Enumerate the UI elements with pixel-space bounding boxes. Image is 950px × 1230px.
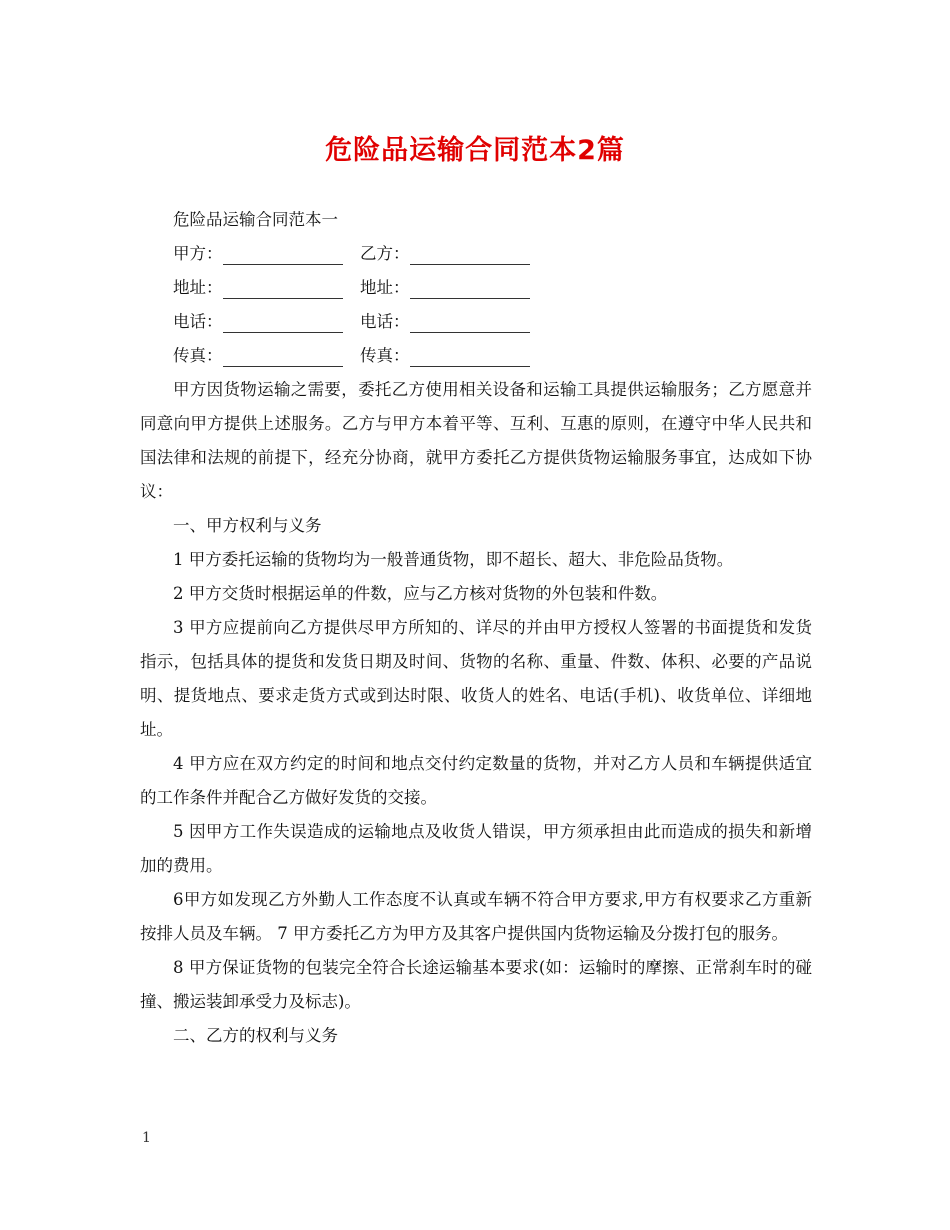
fax-b-blank [410,365,530,367]
party-b-label: 乙方： [360,244,410,263]
clause-paragraph: 4 甲方应在双方约定的时间和地点交付约定数量的货物，并对乙方人员和车辆提供适宜的工作条件并配合乙方做好发货的交接。 [140,754,812,807]
address-b-label: 地址： [360,278,410,297]
section-heading-party-a: 一、甲方权利与义务 [173,516,322,535]
address-field-row [140,271,812,305]
party-field-row [140,237,812,271]
clause-paragraph: 2 甲方交货时根据运单的件数，应与乙方核对货物的外包装和件数。 [173,584,668,603]
phone-a-blank [223,331,343,333]
clause-paragraph: 5 因甲方工作失误造成的运输地点及收货人错误，甲方须承担由此而造成的损失和新增加的费用。 [140,822,812,875]
phone-field-row [140,305,812,339]
clause-paragraph: 3 甲方应提前向乙方提供尽甲方所知的、详尽的并由甲方授权人签署的书面提货和发货指示，包括具体的提货和发货日期及时间、货物的名称、重量、件数、体积、必要的产品说明、提货地点、要求走货方式或到达时限、收货人的姓名、电话(手机)、收货单位、详细地址。 [140,618,812,739]
document-title: 危险品运输合同范本2篇 [325,135,625,166]
address-b-blank [410,297,530,299]
document-body [140,203,812,1053]
section-heading-party-b: 二、乙方的权利与义务 [173,1026,338,1045]
party-a-blank [223,263,343,265]
phone-a-label: 电话： [173,312,223,331]
fax-b-label: 传真： [360,346,410,365]
clause-paragraph: 8 甲方保证货物的包装完全符合长途运输基本要求(如：运输时的摩擦、正常刹车时的碰撞、搬运装卸承受力及标志)。 [140,958,812,1011]
contract-subtitle: 危险品运输合同范本一 [173,210,338,229]
clause-paragraph: 6甲方如发现乙方外勤人工作态度不认真或车辆不符合甲方要求,甲方有权要求乙方重新按排人员及车辆。 7 甲方委托乙方为甲方及其客户提供国内货物运输及分拨打包的服务。 [140,890,812,943]
address-a-label: 地址： [173,278,223,297]
fax-a-blank [223,365,343,367]
fax-field-row [140,339,812,373]
party-a-label: 甲方： [173,244,223,263]
phone-b-label: 电话： [360,312,410,331]
intro-paragraph: 甲方因货物运输之需要，委托乙方使用相关设备和运输工具提供运输服务；乙方愿意并同意向甲方提供上述服务。乙方与甲方本着平等、互利、互惠的原则，在遵守中华人民共和国法律和法规的前提下，经充分协商，就甲方委托乙方提供货物运输服务事宜，达成如下协议： [140,380,812,501]
party-b-blank [410,263,530,265]
fax-a-label: 传真： [173,346,223,365]
phone-b-blank [410,331,530,333]
clause-paragraph: 1 甲方委托运输的货物均为一般普通货物，即不超长、超大、非危险品货物。 [173,550,734,569]
address-a-blank [223,297,343,299]
page-number: 1 [142,1130,151,1146]
